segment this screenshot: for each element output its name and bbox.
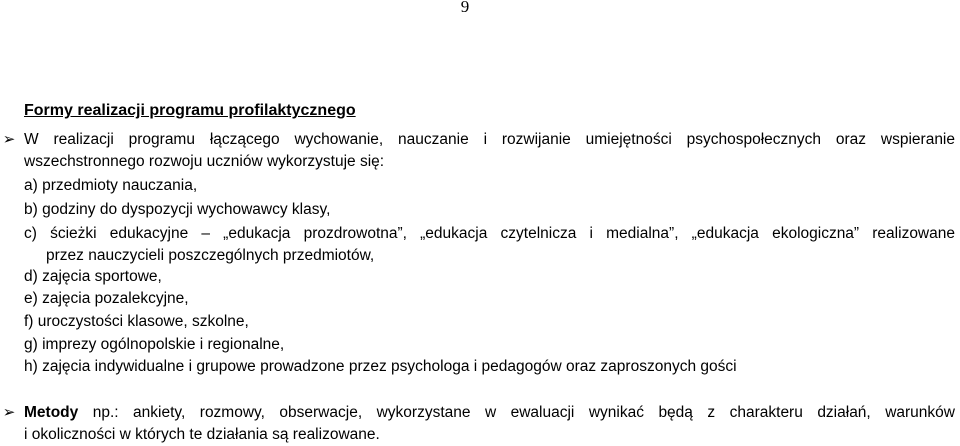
page-number: 9 bbox=[460, 0, 470, 16]
arrow-bullet-icon: ➢ bbox=[2, 131, 16, 148]
intro-line-1: W realizacji programu łączącego wychowanie, nauczanie i rozwijanie umiejętności psychospołecznych oraz wspieranie bbox=[24, 131, 955, 148]
methods-line-2: i okoliczności w których te działania są realizowane. bbox=[24, 426, 380, 443]
list-item-d: d) zajęcia sportowe, bbox=[24, 268, 162, 285]
list-item-a: a) przedmioty nauczania, bbox=[24, 177, 198, 194]
list-item-b: b) godziny do dyspozycji wychowawcy klasy, bbox=[24, 201, 331, 218]
list-item-h: h) zajęcia indywidualne i grupowe prowadzone przez psychologa i pedagogów oraz zaproszonych gości bbox=[24, 358, 737, 375]
list-item-g: g) imprezy ogólnopolskie i regionalne, bbox=[24, 336, 285, 353]
arrow-bullet-icon: ➢ bbox=[2, 404, 16, 421]
intro-line-2: wszechstronnego rozwoju uczniów wykorzystuje się: bbox=[24, 153, 385, 170]
list-item-c-continued: przez nauczycieli poszczególnych przedmiotów, bbox=[46, 247, 375, 264]
methods-line-1 bbox=[24, 402, 955, 424]
list-item-f: f) uroczystości klasowe, szkolne, bbox=[24, 313, 249, 330]
methods-label: Metody bbox=[24, 404, 79, 421]
methods-text: np.: ankiety, rozmowy, obserwacje, wykorzystane w ewaluacji wynikać będą z charakteru działań, warunków bbox=[78, 404, 955, 421]
section-heading: Formy realizacji programu profilaktycznego bbox=[24, 102, 356, 119]
list-item-c: c) ścieżki edukacyjne – „edukacja prozdrowotna”, „edukacja czytelnicza i medialna”, „edukacja ekologiczna” realizowane bbox=[24, 225, 955, 242]
list-item-e: e) zajęcia pozalekcyjne, bbox=[24, 290, 189, 307]
